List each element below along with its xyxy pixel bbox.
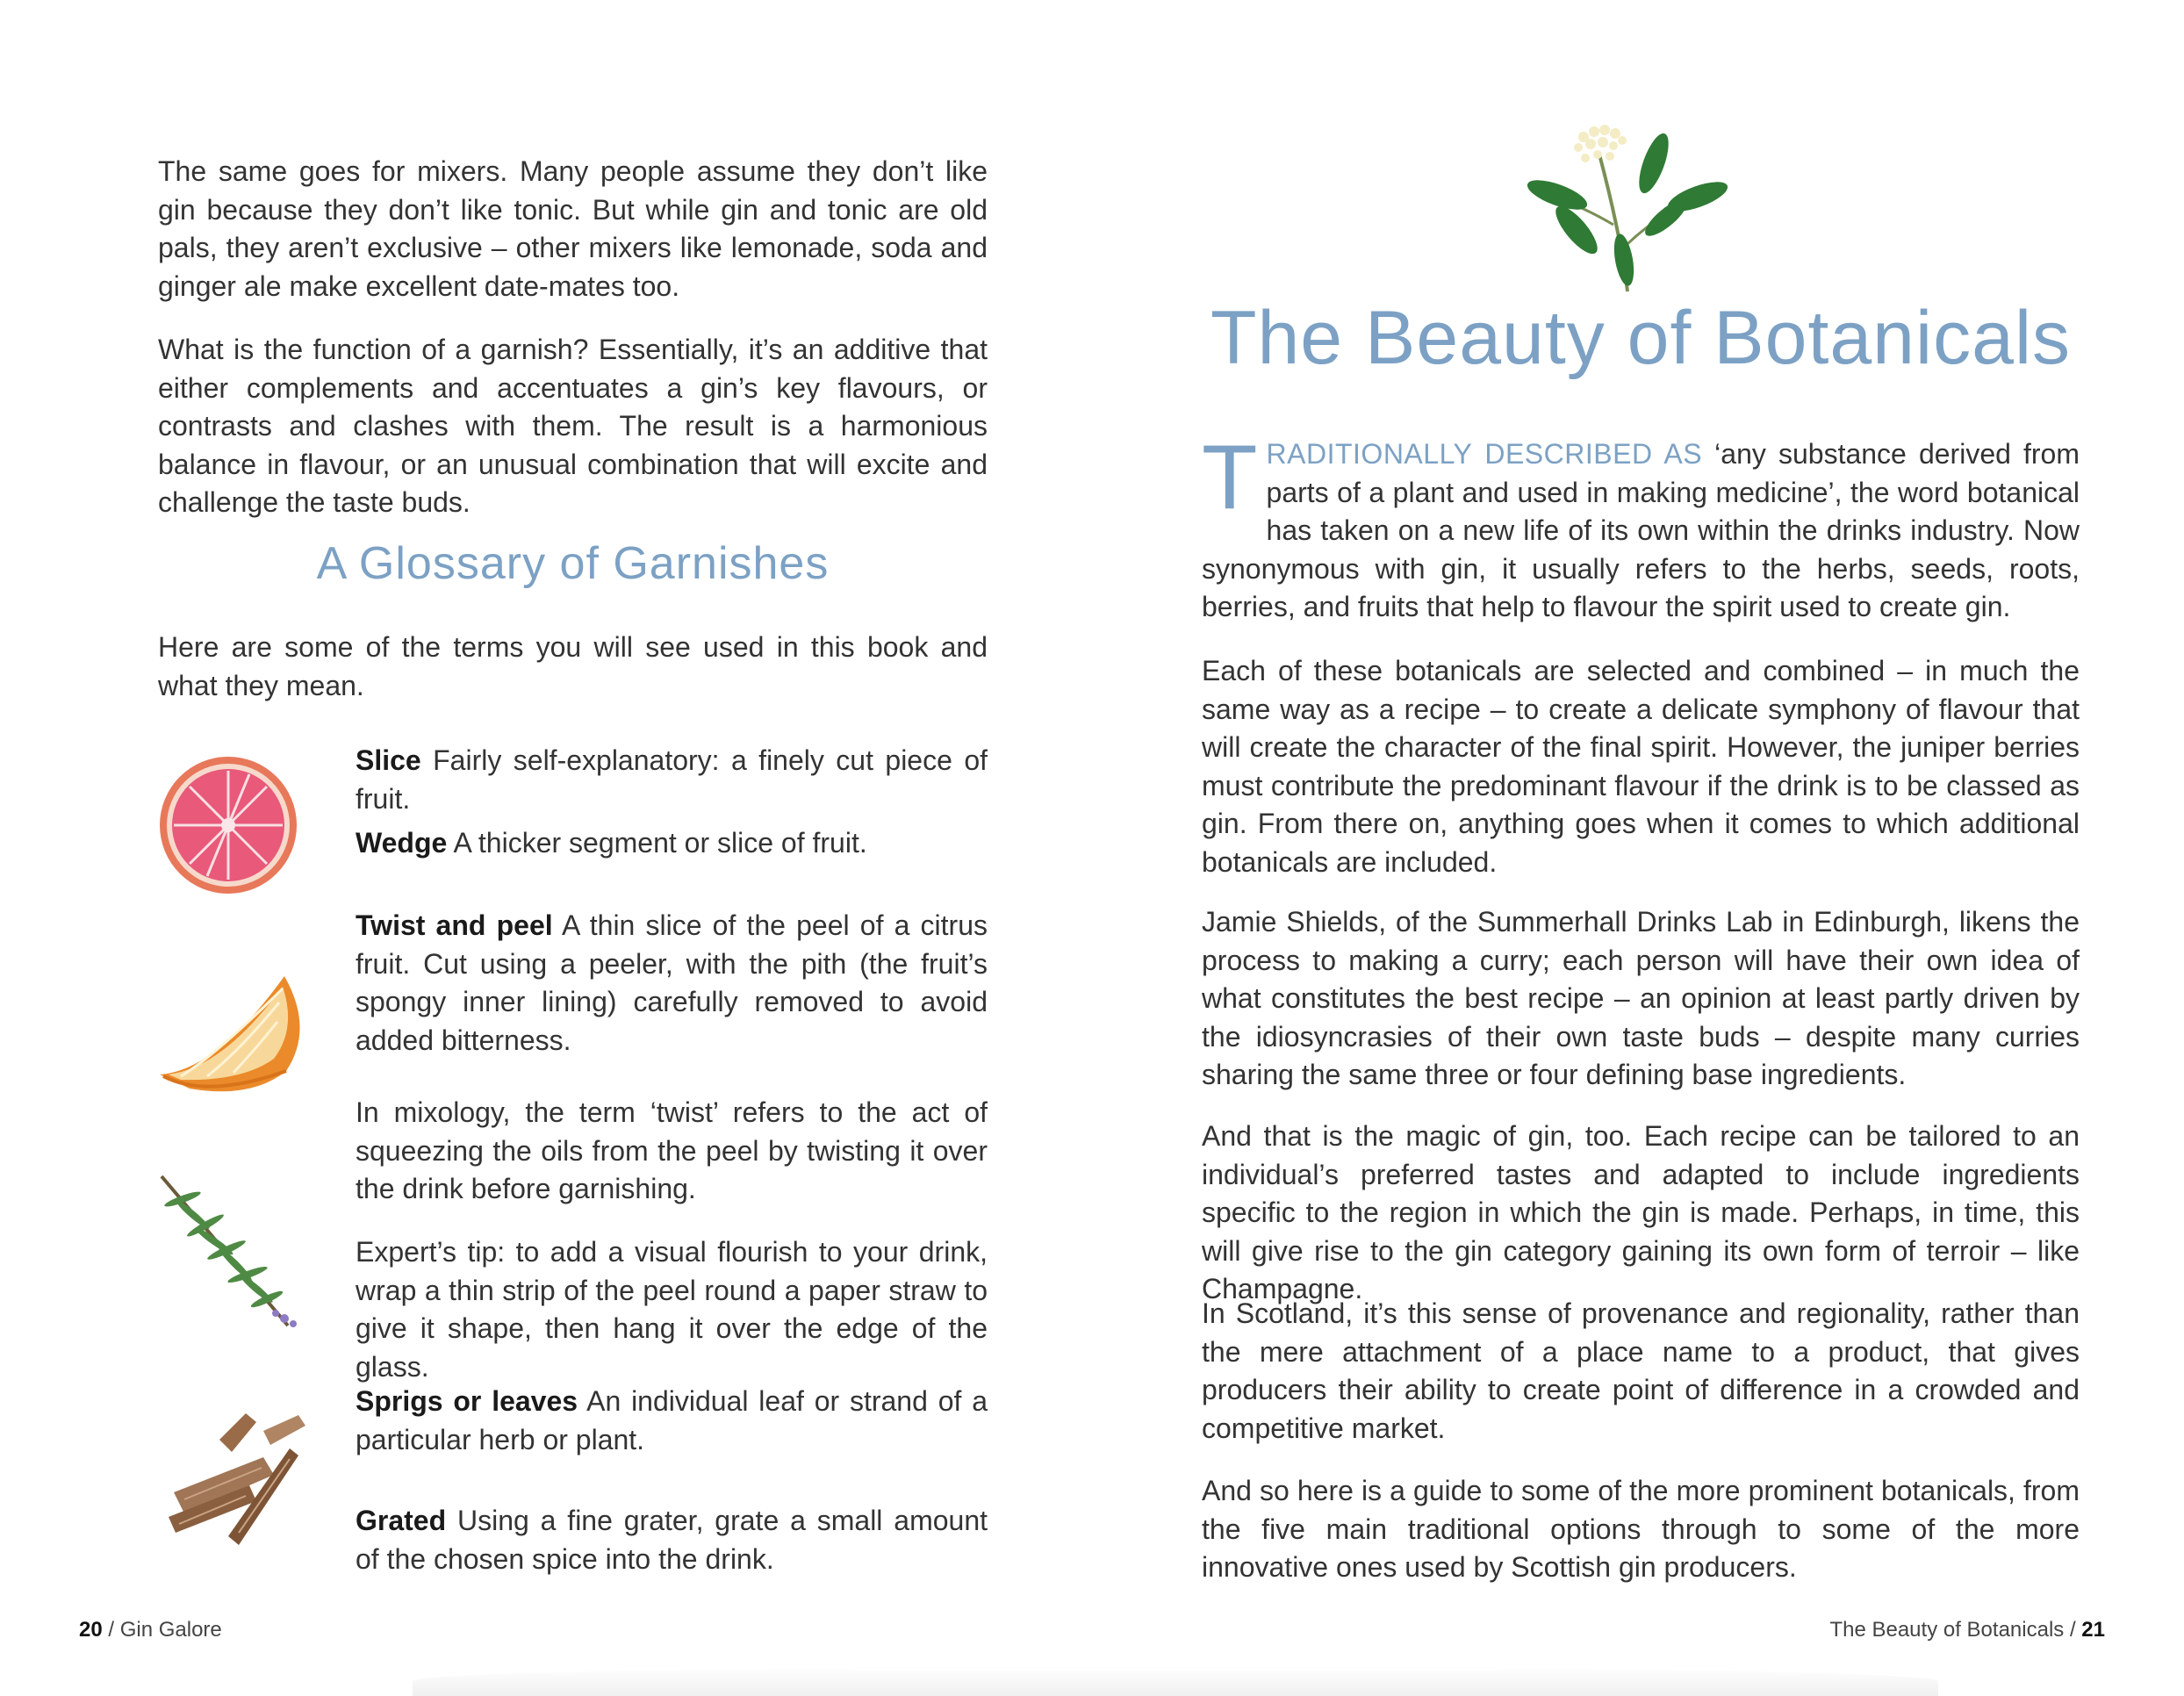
right-page (1092, 0, 2184, 1696)
glossary-term: Sprigs or leaves (356, 1385, 578, 1417)
paragraph-intro (1202, 427, 2080, 627)
glossary-term: Wedge (356, 827, 448, 859)
paragraph-expert-tip: Expert’s tip: to add a visual flourish to your drink, wrap a thin strip of the peel round a paper straw to give it shape, then hang it over the edge of the glass. (356, 1236, 988, 1383)
paragraph-scotland: In Scotland, it’s this sense of provenance and regionality, rather than the mere attachment of a place name to a product, that gives producers their ability to create point of difference in a crowded and competitive market. (1202, 1297, 2080, 1444)
rosemary-sprig-icon (156, 1173, 305, 1333)
glossary-entry-sprigs (356, 1383, 988, 1459)
glossary-definition: A thin slice of the peel of a citrus fruit. Cut using a peeler, with the pith (the fruit’s spongy inner lining) carefully removed to avoid added bitterness. (356, 909, 988, 1056)
page-number: 20 (79, 1618, 103, 1642)
paragraph-magic-of-gin: And that is the magic of gin, too. Each recipe can be tailored to an individual’s preferred tastes and adapted to include ingredients specific to the region in which the gin is made. Perhaps, in time, this will give rise to the gin category gaining its own form of terroir – like Champagne. (1202, 1120, 2080, 1304)
chapter-title: The Beauty of Botanicals (1829, 1618, 2065, 1642)
paragraph-guide: And so here is a guide to some of the more prominent botanicals, from the five main traditional options through to some of the more innovative ones used by Scottish gin producers. (1202, 1475, 2080, 1583)
paragraph-garnish-function: What is the function of a garnish? Essentially, it’s an additive that either complements and accentuates a gin’s key flavours, or contrasts and clashes with them. The result is a harmonious balance in flavour, or an unusual combination that will excite and challenge the taste buds. (158, 334, 988, 518)
paragraph-jamie-shields: Jamie Shields, of the Summerhall Drinks Lab in Edinburgh, likens the process to making a curry; each person will have their own idea of what constitutes the best recipe – an opinion at least partly driven by the idiosyncrasies of their own taste buds – despite many curries sharing the same three or four defining base ingredients. (1202, 906, 2080, 1090)
paragraph-twist-mixology: In mixology, the term ‘twist’ refers to the act of squeezing the oils from the peel by twisting it over the drink before garnishing. (356, 1096, 988, 1204)
folio-separator: / (102, 1618, 120, 1642)
left-folio (79, 1618, 222, 1642)
glossary-definition: Using a fine grater, grate a small amount of the chosen spice into the drink. (356, 1505, 988, 1575)
glossary-entry-grated (356, 1502, 988, 1578)
glossary-definition: An individual leaf or strand of a particular herb or plant. (356, 1385, 988, 1455)
page-shadow (413, 1666, 1938, 1696)
drop-cap: T (1202, 427, 1258, 528)
cinnamon-bark-icon (158, 1405, 313, 1547)
glossary-entry-twist-and-peel (356, 907, 988, 1060)
intro-text: ‘any substance derived from parts of a plant and used in making medicine’, the word botanical has taken on a new life of its own within the drinks industry. Now synonymous with gin, it usually refers to the herbs, seeds, roots, berries, and fruits that help to flavour the spirit used to create gin. (1202, 438, 2080, 622)
paragraph-botanicals-selection: Each of these botanicals are selected and combined – in much the same way as a recipe – to create a delicate symphony of flavour that will create the character of the final spirit. However, the juniper berries must contribute the predominant flavour if the drink is to be classed as gin. From there on, anything goes when it comes to which additional botanicals are included. (1202, 655, 2080, 878)
orange-wedge-icon (154, 967, 305, 1097)
folio-separator: / (2064, 1618, 2082, 1642)
lead-in-smallcaps: RADITIONALLY DESCRIBED AS (1266, 438, 1703, 470)
glossary-heading: A Glossary of Garnishes (316, 538, 830, 589)
book-title: Gin Galore (119, 1618, 222, 1642)
glossary-entry-slice (356, 742, 988, 818)
glossary-definition: A thicker segment or slice of fruit. (447, 827, 867, 859)
elderflower-sprig-icon (1522, 119, 1733, 295)
glossary-term: Slice (356, 744, 421, 776)
page-number: 21 (2081, 1618, 2105, 1642)
glossary-term: Grated (356, 1505, 447, 1536)
page-title: The Beauty of Botanicals (1210, 296, 2072, 380)
glossary-entry-wedge (356, 824, 988, 863)
glossary-intro: Here are some of the terms you will see used in this book and what they mean. (158, 631, 988, 701)
right-folio (1829, 1618, 2105, 1642)
glossary-definition: Fairly self-explanatory: a finely cut piece of fruit. (356, 744, 988, 815)
glossary-term: Twist and peel (356, 909, 553, 941)
paragraph-mixers: The same goes for mixers. Many people assume they don’t like gin because they don’t like tonic. But while gin and tonic are old pals, they aren’t exclusive – other mixers like lemonade, soda and ginger ale make excellent date-mates too. (158, 155, 988, 302)
grapefruit-slice-icon (156, 753, 300, 897)
